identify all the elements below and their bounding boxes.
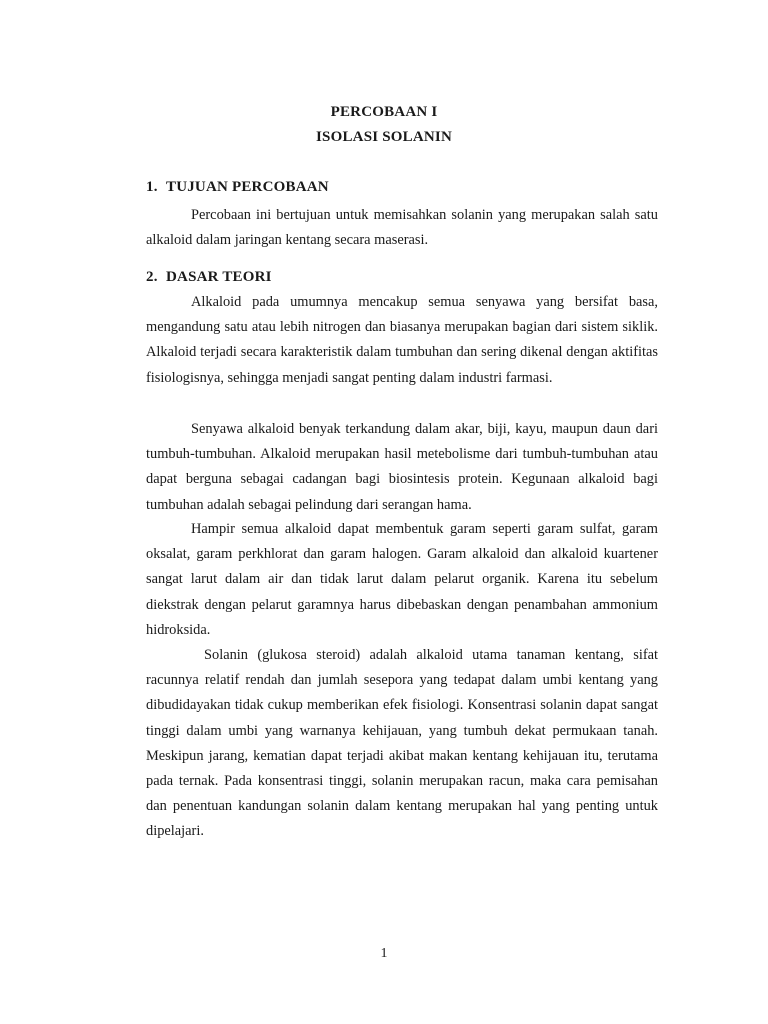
document-title: PERCOBAAN I xyxy=(330,104,438,120)
section-heading-text: DASAR TEORI xyxy=(166,269,272,285)
section-heading-text: TUJUAN PERCOBAAN xyxy=(166,179,329,195)
page-number: 1 xyxy=(380,946,388,961)
section-number: 1. xyxy=(146,179,158,195)
section-number: 2. xyxy=(146,269,158,285)
section-heading-dasar-teori xyxy=(146,269,272,286)
paragraph-solanin: Solanin (glukosa steroid) adalah alkaloid utama tanaman kentang, sifat racunnya relatif rendah dan jumlah sesepora yang tedapat dalam umbi kentang yang dibudidayakan tidak cukup memberikan efek fisiologi. Konsentrasi solanin dapat sangat tinggi dalam umbi yang warnanya kehijauan, yang tumbuh dekat permukaan tanah. Meskipun jarang, kematian dapat terjadi akibat makan kentang kehijauan itu, terutama pada ternak. Pada konsentrasi tinggi, solanin merupakan racun, maka cara pemisahan dan penentuan kandungan solanin dalam kentang merupakan hal yang penting untuk dipelajari. xyxy=(146,647,658,840)
paragraph-alkaloid-definition: Alkaloid pada umumnya mencakup semua senyawa yang bersifat basa, mengandung satu atau lebih nitrogen dan biasanya merupakan bagian dari sistem siklik. Alkaloid terjadi secara karakteristik dalam tumbuhan dan sering dikenal dengan aktifitas fisiologisnya, sehingga menjadi sangat penting dalam industri farmasi. xyxy=(146,294,658,386)
section-heading-tujuan xyxy=(146,179,329,196)
paragraph-alkaloid-sources: Senyawa alkaloid benyak terkandung dalam akar, biji, kayu, maupun daun dari tumbuh-tumbuhan. Alkaloid merupakan hasil metebolisme dari tumbuh-tumbuhan atau dapat berguna sebagai cadangan bagi biosintesis protein. Kegunaan alkaloid bagi tumbuhan adalah sebagai pelindung dari serangan hama. xyxy=(146,421,658,513)
document-subtitle: ISOLASI SOLANIN xyxy=(316,129,452,145)
paragraph-alkaloid-salts: Hampir semua alkaloid dapat membentuk garam seperti garam sulfat, garam oksalat, garam perkhlorat dan garam halogen. Garam alkaloid dan alkaloid kuartener sangat larut dalam air dan tidak larut dalam pelarut organik. Karena itu sebelum diekstrak dengan pelarut garamnya harus dibebaskan dengan penambahan ammonium hidroksida. xyxy=(146,521,658,638)
paragraph-tujuan: Percobaan ini bertujuan untuk memisahkan solanin yang merupakan salah satu alkaloid dalam jaringan kentang secara maserasi. xyxy=(146,207,658,249)
